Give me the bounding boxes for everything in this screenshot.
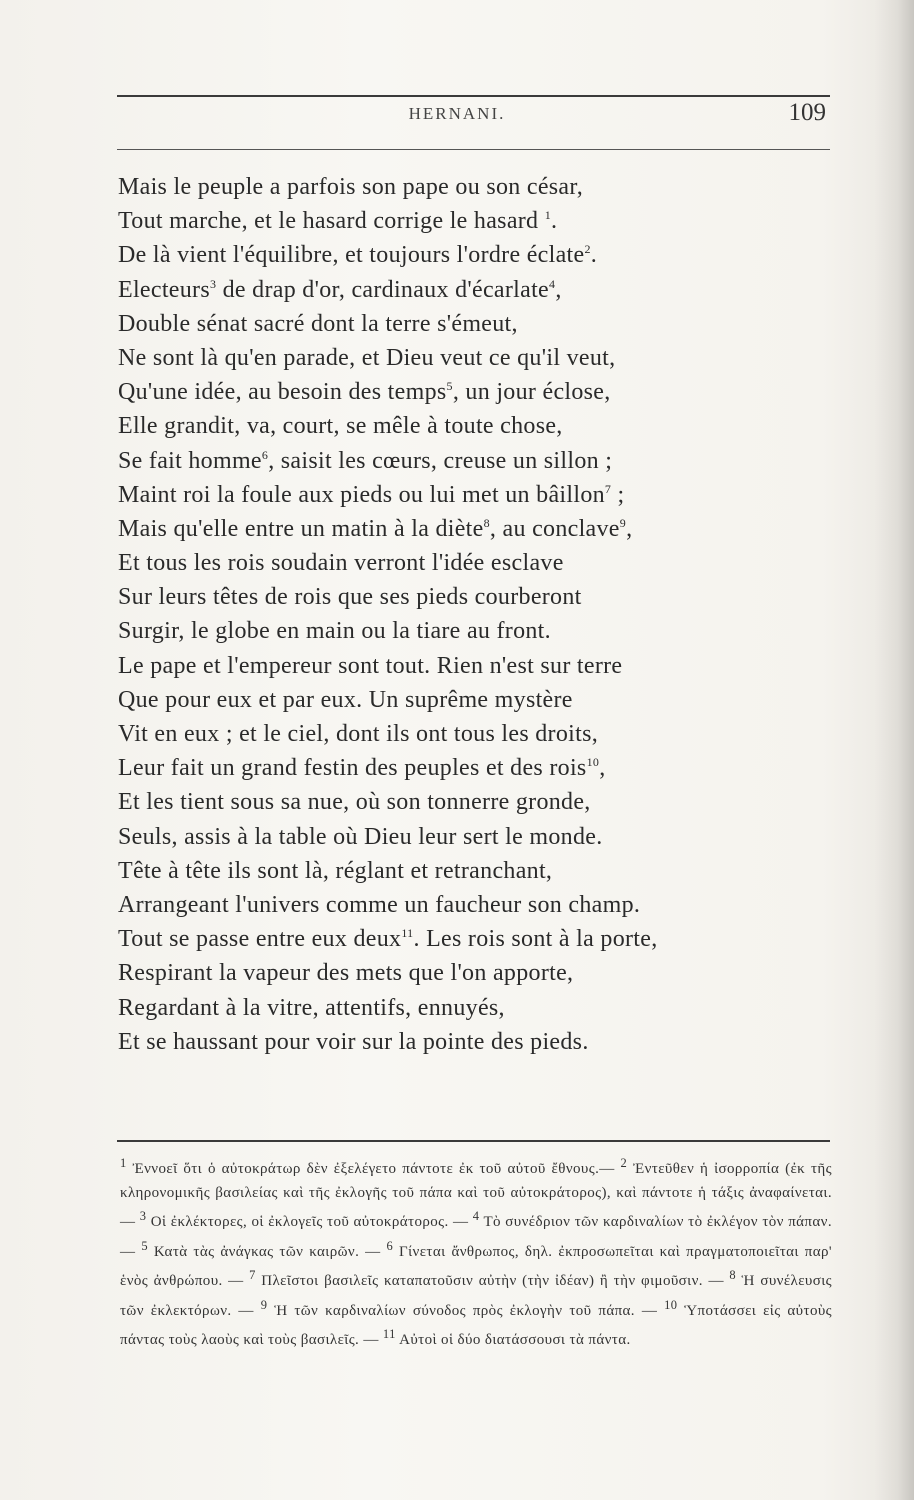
footnote-text: Ἐννοεῖ ὅτι ὁ αὐτοκράτωρ δὲν ἐξελέγετο πάντοτε ἐκ τοῦ αὐτοῦ ἔθνους.— <box>126 1161 621 1177</box>
footnote-ref: 8 <box>483 515 490 530</box>
verse-line: Tout se passe entre eux deux$^{11}$. Les rois sont à la porte, <box>118 926 658 953</box>
footnote-number: 2 <box>620 1156 628 1170</box>
footnote-ref: 4 <box>549 276 556 291</box>
footnote-number: 11 <box>382 1327 396 1341</box>
footnote-text: Ἡ συνέλευσις τῶν ἐκλεκτόρων. — <box>120 1273 833 1319</box>
verse-line: Vit en eux ; et le ciel, dont ils ont tous les droits, <box>118 721 599 747</box>
footnote-ref: 9 <box>619 515 627 530</box>
verse-line: Surgir, le globe en main ou la tiare au front. <box>118 618 551 645</box>
verse-line: Respirant la vapeur des mets que l'on apporte, <box>118 960 574 987</box>
footnote-number: 7 <box>249 1268 256 1282</box>
verse-line: Regardant à la vitre, attentifs, ennuyés, <box>118 994 505 1021</box>
footnote-text: Ὑποτάσσει εἰς αὐτοὺς πάντας τοὺς λαοὺς καὶ τοὺς βασιλεῖς. — <box>120 1302 833 1348</box>
footnote-text: Αὐτοὶ οἱ δύο διατάσσουσι τὰ πάντα. <box>395 1332 631 1348</box>
footnote-number: 10 <box>664 1297 678 1312</box>
verse-line: Qu'une idée, au besoin des temps$^5$, un jour éclose, <box>118 379 611 406</box>
verse-line: Double sénat sacré dont la terre s'émeut, <box>118 310 518 337</box>
footnote-ref: 1 <box>544 208 551 223</box>
verse-line: De là vient l'équilibre, et toujours l'ordre éclate$^2$. <box>118 242 598 269</box>
verse-block <box>118 170 818 1059</box>
footnote-ref: 6 <box>261 447 269 462</box>
verse-line: Sur leurs têtes de rois que ses pieds courberont <box>118 584 582 611</box>
footnote-number: 9 <box>260 1297 268 1312</box>
verse-line: Tout marche, et le hasard corrige le hasard $^1$. <box>118 208 558 235</box>
header-rule <box>117 149 830 150</box>
footnote-number: 4 <box>472 1209 480 1223</box>
verse-line: Et les tient sous sa nue, où son tonnerre gronde, <box>118 789 591 816</box>
footnote-number: 6 <box>386 1238 394 1253</box>
verse-line: Elle grandit, va, court, se mêle à toute chose, <box>118 413 563 440</box>
verse-line: Maint roi la foule aux pieds ou lui met un bâillon$^7$ ; <box>118 481 625 508</box>
footnote-text: Ἐντεῦθεν ἡ ἰσορροπία (ἐκ τῆς κληρονομικῆς βασιλείας καὶ τῆς ἐκλογῆς τοῦ πάπα καὶ τοῦ αὐτοκράτορος), καὶ πάντοτε ἡ τάξις ἀναφαίνεται. — <box>120 1161 832 1230</box>
footnotes <box>120 1152 832 1353</box>
footnote-text: Τὸ συνέδριον τῶν καρδιναλίων τὸ ἐκλέγον τὸν πάπαν. — <box>120 1214 832 1260</box>
footnote-text: Ἡ τῶν καρδιναλίων σύνοδος πρὸς ἐκλογὴν τοῦ πάπα. — <box>267 1302 665 1319</box>
verse-line: Que pour eux et par eux. Un suprême mystère <box>118 686 573 713</box>
verse-line: Mais qu'elle entre un matin à la diète$^8$, au conclave$^9$, <box>118 515 633 542</box>
verse-line: Mais le peuple a parfois son pape ou son césar, <box>118 174 584 200</box>
page-edge-shadow <box>874 0 914 1500</box>
footnote-ref: 2 <box>584 242 591 257</box>
running-title: HERNANI. <box>408 104 506 123</box>
footnote-ref: 5 <box>446 379 453 394</box>
verse-line: Tête à tête ils sont là, réglant et retranchant, <box>118 857 553 884</box>
footnote-number: 1 <box>120 1156 127 1170</box>
verse-line: Et se haussant pour voir sur la pointe des pieds. <box>118 1028 589 1055</box>
verse-line: Le pape et l'empereur sont tout. Rien n'est sur terre <box>118 652 623 679</box>
footnotes-rule <box>117 1140 830 1142</box>
footnote-ref: 11 <box>401 926 414 941</box>
verse-line: Leur fait un grand festin des peuples et des rois$^{10}$, <box>118 755 606 782</box>
footnote-number: 5 <box>141 1238 148 1253</box>
verse-line: Se fait homme$^6$, saisit les cœurs, creuse un sillon ; <box>118 447 613 474</box>
footnote-ref: 10 <box>586 755 600 770</box>
footnote-text: Κατὰ τὰς ἀνάγκας τῶν καιρῶν. — <box>147 1243 387 1260</box>
footnote-number: 8 <box>729 1268 737 1282</box>
footnote-number: 3 <box>139 1209 147 1223</box>
page-number: 109 <box>788 99 826 126</box>
footnote-ref: 3 <box>210 276 217 291</box>
footnote-ref: 7 <box>604 481 612 496</box>
verse-line: Ne sont là qu'en parade, et Dieu veut ce qu'il veut, <box>118 344 616 371</box>
footnote-text: Γίνεται ἄνθρωπος, δηλ. ἐκπροσωπεῖται καὶ πραγματοποιεῖται παρ' ἑνὸς ἀνθρώπου. — <box>120 1243 832 1289</box>
footnote-text: Πλεῖστοι βασιλεῖς καταπατοῦσιν αὐτὴν (τὴν ἰδέαν) ἢ τὴν φιμοῦσιν. — <box>255 1273 730 1289</box>
verse-line: Arrangeant l'univers comme un faucheur son champ. <box>118 891 641 918</box>
verse-line: Electeurs$^3$ de drap d'or, cardinaux d'écarlate$^4$, <box>118 276 562 303</box>
top-rule <box>117 95 830 97</box>
footnote-text: Οἱ ἐκλέκτορες, οἱ ἐκλογεῖς τοῦ αὐτοκράτορος. — <box>146 1214 473 1230</box>
verse-line: Seuls, assis à la table où Dieu leur sert le monde. <box>118 823 603 850</box>
verse-line: Et tous les rois soudain verront l'idée esclave <box>118 550 564 577</box>
